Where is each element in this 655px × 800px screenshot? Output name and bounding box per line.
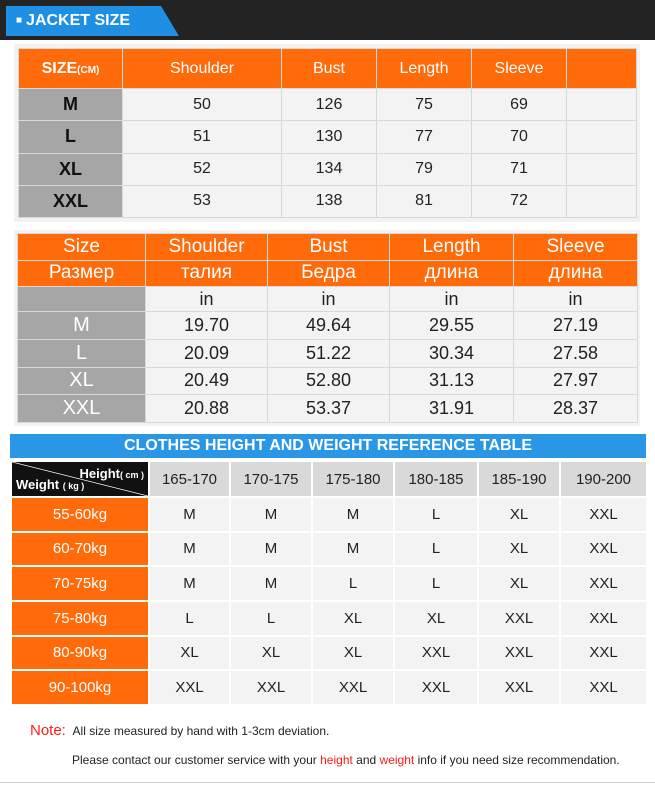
height-header: 190-200 — [560, 461, 647, 497]
size-recommendation: M — [149, 566, 230, 601]
column-header: Sleeve — [514, 234, 638, 261]
empty-cell — [567, 185, 637, 217]
table-cell: 138 — [282, 185, 377, 217]
size-recommendation: XXL — [560, 636, 647, 671]
height-weight-table-panel — [10, 460, 646, 706]
size-recommendation: XXL — [560, 670, 647, 705]
table-cell: 134 — [282, 153, 377, 185]
table-cell: 27.58 — [514, 340, 638, 368]
header-bar — [0, 0, 655, 40]
note-text: All size measured by hand with 1-3cm deviation. — [72, 724, 330, 738]
size-recommendation: M — [312, 532, 394, 567]
weight-cell: 75-80kg — [11, 601, 149, 636]
table-cell: 72 — [472, 185, 567, 217]
size-recommendation: M — [312, 497, 394, 532]
inch-size-table — [17, 233, 638, 423]
column-header: Bust — [282, 49, 377, 89]
size-recommendation: L — [312, 566, 394, 601]
table-row — [19, 121, 637, 153]
column-header: Бедра — [268, 260, 390, 287]
table-row — [18, 312, 638, 340]
unit-cell: in — [390, 287, 514, 312]
height-header: 180-185 — [394, 461, 478, 497]
size-cell: L — [19, 121, 123, 153]
weight-corner-label — [16, 477, 84, 492]
size-recommendation: XXL — [230, 670, 312, 705]
size-recommendation: XXL — [149, 670, 230, 705]
empty-cell — [567, 121, 637, 153]
weight-cell: 90-100kg — [11, 670, 149, 705]
table-cell: 70 — [472, 121, 567, 153]
empty-cell — [567, 153, 637, 185]
height-header: 170-175 — [230, 461, 312, 497]
height-header: 165-170 — [149, 461, 230, 497]
table-cell: 75 — [377, 89, 472, 121]
measurement-note — [30, 722, 329, 739]
height-unit: ( cm ) — [119, 470, 144, 480]
size-recommendation: XXL — [560, 497, 647, 532]
weight-cell: 60-70kg — [11, 532, 149, 567]
cm-size-table-panel — [14, 44, 640, 222]
size-recommendation: XXL — [478, 670, 560, 705]
size-cell: XXL — [19, 185, 123, 217]
column-header: Размер — [18, 260, 146, 287]
contact-text-end: info if you need size recommendation. — [417, 753, 620, 767]
table-cell: 51 — [123, 121, 282, 153]
unit-cell: in — [268, 287, 390, 312]
table-cell: 52.80 — [268, 367, 390, 395]
table-row — [19, 89, 637, 121]
empty-size-cell — [18, 287, 146, 312]
height-header: 175-180 — [312, 461, 394, 497]
height-header-row — [11, 461, 647, 497]
empty-header-cell — [567, 49, 637, 89]
table-cell: 31.13 — [390, 367, 514, 395]
table-cell: 53.37 — [268, 395, 390, 423]
size-recommendation: XXL — [560, 532, 647, 567]
table-cell: 71 — [472, 153, 567, 185]
height-weight-table — [10, 460, 648, 706]
table-row — [18, 367, 638, 395]
table-cell: 81 — [377, 185, 472, 217]
table-cell: 20.88 — [146, 395, 268, 423]
size-recommendation: XL — [394, 601, 478, 636]
size-recommendation: XXL — [394, 670, 478, 705]
table-cell: 53 — [123, 185, 282, 217]
size-recommendation: XL — [478, 497, 560, 532]
size-recommendation: XL — [149, 636, 230, 671]
table-row — [11, 532, 647, 567]
size-recommendation: M — [230, 532, 312, 567]
size-recommendation: L — [394, 532, 478, 567]
size-recommendation: L — [230, 601, 312, 636]
table-cell: 27.19 — [514, 312, 638, 340]
weight-label: Weight — [16, 477, 60, 492]
size-recommendation: M — [149, 497, 230, 532]
size-recommendation: XXL — [478, 636, 560, 671]
cm-size-table — [18, 48, 637, 218]
cm-header-row — [19, 49, 637, 89]
table-cell: 77 — [377, 121, 472, 153]
column-header: Size — [18, 234, 146, 261]
table-cell: 20.09 — [146, 340, 268, 368]
table-row — [19, 153, 637, 185]
size-recommendation: M — [230, 497, 312, 532]
weight-unit: ( kg ) — [62, 481, 85, 491]
table-cell: 28.37 — [514, 395, 638, 423]
inch-size-table-panel — [14, 230, 640, 426]
height-corner-label — [80, 466, 144, 481]
height-label: Height — [79, 466, 120, 481]
table-cell: 130 — [282, 121, 377, 153]
weight-cell: 70-75kg — [11, 566, 149, 601]
weight-cell: 55-60kg — [11, 497, 149, 532]
size-recommendation: XXL — [312, 670, 394, 705]
column-header: Shoulder — [146, 234, 268, 261]
note-label: Note: — [30, 722, 66, 739]
contact-text-and: and — [356, 753, 377, 767]
size-recommendation: XL — [230, 636, 312, 671]
size-recommendation: XXL — [560, 566, 647, 601]
bottom-divider — [0, 782, 655, 783]
height-weight-corner — [11, 461, 149, 497]
table-row — [11, 566, 647, 601]
english-header-row — [18, 234, 638, 261]
size-recommendation: XXL — [478, 601, 560, 636]
table-row — [19, 185, 637, 217]
size-cell: M — [18, 312, 146, 340]
table-row — [11, 601, 647, 636]
size-cell: XL — [18, 367, 146, 395]
size-cell: XXL — [18, 395, 146, 423]
size-recommendation: XXL — [560, 601, 647, 636]
table-cell: 126 — [282, 89, 377, 121]
size-cell: XL — [19, 153, 123, 185]
table-cell: 31.91 — [390, 395, 514, 423]
size-unit-label: (CM) — [77, 64, 100, 76]
column-header: Shoulder — [123, 49, 282, 89]
size-cell: L — [18, 340, 146, 368]
size-recommendation: L — [149, 601, 230, 636]
column-header: Length — [390, 234, 514, 261]
table-cell: 19.70 — [146, 312, 268, 340]
size-recommendation: L — [394, 497, 478, 532]
unit-row — [18, 287, 638, 312]
empty-cell — [567, 89, 637, 121]
table-row — [11, 497, 647, 532]
table-cell: 20.49 — [146, 367, 268, 395]
height-highlight: height — [320, 753, 353, 767]
column-header: Bust — [268, 234, 390, 261]
size-recommendation: XL — [312, 601, 394, 636]
table-row — [11, 670, 647, 705]
weight-cell: 80-90kg — [11, 636, 149, 671]
size-recommendation: XL — [312, 636, 394, 671]
reference-table-title: CLOTHES HEIGHT AND WEIGHT REFERENCE TABLE — [10, 434, 646, 458]
bullet-icon: ■ — [16, 15, 23, 26]
table-row — [11, 636, 647, 671]
table-cell: 27.97 — [514, 367, 638, 395]
height-header: 185-190 — [478, 461, 560, 497]
size-recommendation: XL — [478, 532, 560, 567]
table-row — [18, 395, 638, 423]
size-header-cell — [19, 49, 123, 89]
column-header: талия — [146, 260, 268, 287]
size-recommendation: XL — [478, 566, 560, 601]
table-cell: 79 — [377, 153, 472, 185]
weight-highlight: weight — [379, 753, 415, 767]
size-recommendation: L — [394, 566, 478, 601]
unit-cell: in — [514, 287, 638, 312]
table-cell: 52 — [123, 153, 282, 185]
table-cell: 29.55 — [390, 312, 514, 340]
jacket-size-tab — [6, 6, 161, 36]
unit-cell: in — [146, 287, 268, 312]
table-cell: 30.34 — [390, 340, 514, 368]
size-header-label: SIZE — [41, 59, 78, 77]
table-cell: 69 — [472, 89, 567, 121]
table-row — [18, 340, 638, 368]
size-recommendation: M — [149, 532, 230, 567]
size-cell: M — [19, 89, 123, 121]
contact-text-start: Please contact our customer service with your — [72, 753, 317, 767]
table-cell: 51.22 — [268, 340, 390, 368]
column-header: длина — [390, 260, 514, 287]
column-header: длина — [514, 260, 638, 287]
size-recommendation: XXL — [394, 636, 478, 671]
table-cell: 50 — [123, 89, 282, 121]
contact-note — [72, 753, 620, 767]
size-recommendation: M — [230, 566, 312, 601]
russian-header-row — [18, 260, 638, 287]
column-header: Sleeve — [472, 49, 567, 89]
column-header: Length — [377, 49, 472, 89]
header-title: JACKET SIZE — [26, 12, 131, 29]
table-cell: 49.64 — [268, 312, 390, 340]
